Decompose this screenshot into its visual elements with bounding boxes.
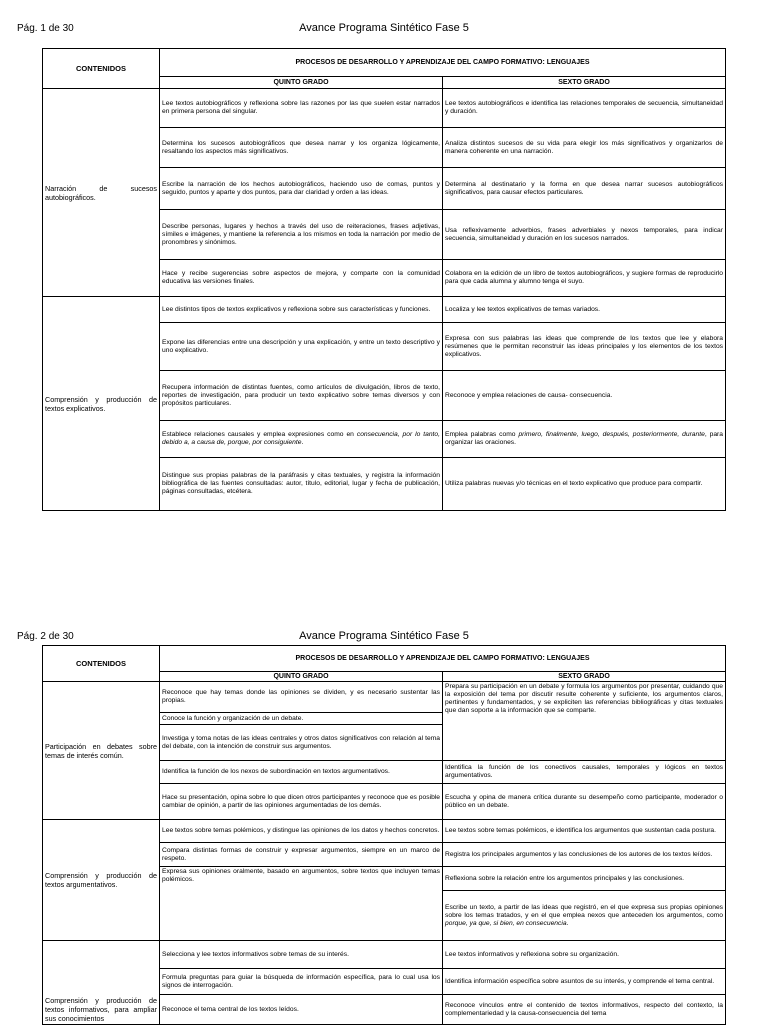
header-procesos: PROCESOS DE DESARROLLO Y APRENDIZAJE DEL CAMPO FORMATIVO: LENGUAJES: [160, 646, 726, 672]
sexto-cell: Colabora en la edición de un libro de textos autobiográficos, y sugiere formas de reproducirlo para que cada alumna y alumno tenga el suyo.: [443, 260, 726, 297]
sexto-cell: Escucha y opina de manera crítica durante su desempeño como participante, moderador o público en un debate.: [443, 784, 726, 820]
text-run: Establece relaciones causales y emplea expresiones como en: [162, 431, 357, 438]
sexto-cell: Usa reflexivamente adverbios, frases adverbiales y nexos temporales, para indicar secuencia, simultaneidad y duración en los sucesos narrados.: [443, 210, 726, 260]
content-table: [42, 645, 726, 1025]
content-cell: Participación en debates sobre temas de interés común.: [43, 682, 160, 820]
sexto-cell: Utiliza palabras nuevas y/o técnicas en el texto explicativo que produce para compartir.: [443, 458, 726, 511]
sexto-cell: Identifica la función de los conectivos causales, temporales y lógicos en textos argumentativos.: [443, 761, 726, 784]
quinto-cell: Distingue sus propias palabras de la paráfrasis y citas textuales, y registra la información bibliográfica de las fuentes consultadas: autor, título, editorial, lugar y fecha de publicación, páginas consultadas, etcétera.: [160, 458, 443, 511]
emphasis-text: consecuencia, por lo tanto, debido a, a causa de, porque, por consiguiente: [162, 431, 440, 446]
text-run: .: [566, 919, 569, 927]
sexto-cell: Localiza y lee textos explicativos de temas variados.: [443, 297, 726, 323]
page-title: Avance Programa Sintético Fase 5: [299, 22, 469, 34]
quinto-cell: Lee textos autobiográficos y reflexiona sobre las razones por las que suelen estar narrados en primera persona del singular.: [160, 89, 443, 128]
header-contenidos: CONTENIDOS: [43, 49, 160, 89]
sexto-cell: Reconoce y emplea relaciones de causa- consecuencia.: [443, 371, 726, 421]
sexto-cell: Determina al destinatario y la forma en que desea narrar sucesos autobiográficos significativos, para causar efectos particulares.: [443, 168, 726, 210]
quinto-cell: Investiga y toma notas de las ideas centrales y otros datos significativos con relación al tema del debate, con la intención de construir sus argumentos.: [160, 725, 443, 761]
content-cell: Comprensión y producción de textos argumentativos.: [43, 820, 160, 941]
quinto-cell: Hace y recibe sugerencias sobre aspectos de mejora, y comparte con la comunidad educativa las versiones finales.: [160, 260, 443, 297]
quinto-cell: Lee distintos tipos de textos explicativos y reflexiona sobre sus características y funciones.: [160, 297, 443, 323]
sexto-cell: Prepara su participación en un debate y formula los argumentos por presentar, cuidando que la exposición del tema por discutir resulte coherente y suficiente, los argumentos claros, pertinentes y fundamentados, y se expliciten las referencias bibliográficas y citas textuales que dan soporte a la información que se comparte.: [443, 682, 726, 761]
quinto-cell: Reconoce el tema central de los textos leídos.: [160, 995, 443, 1025]
sexto-cell: Reconoce vínculos entre el contenido de textos informativos, respecto del contexto, la complementariedad y la causa-consecuencia del tema: [443, 995, 726, 1025]
content-table: [42, 48, 726, 511]
header-quinto-grado: QUINTO GRADO: [160, 672, 443, 682]
content-cell: Narración de sucesos autobiográficos.: [43, 89, 160, 297]
quinto-cell: Reconoce que hay temas donde las opiniones se dividen, y es necesario sustentar las propias.: [160, 682, 443, 713]
quinto-cell: Recupera información de distintas fuentes, como artículos de divulgación, libros de texto, reportes de investigación, para producir un texto explicativo sobre temas diversos y con propósitos particulares.: [160, 371, 443, 421]
sexto-cell: Lee textos autobiográficos e identifica las relaciones temporales de secuencia, simultaneidad y duración.: [443, 89, 726, 128]
header-sexto-grado: SEXTO GRADO: [443, 77, 726, 89]
page-number: Pág. 2 de 30: [17, 631, 74, 642]
header-contenidos: CONTENIDOS: [43, 646, 160, 682]
header-procesos: PROCESOS DE DESARROLLO Y APRENDIZAJE DEL CAMPO FORMATIVO: LENGUAJES: [160, 49, 726, 77]
sexto-cell: [443, 891, 726, 941]
sexto-cell: Identifica información específica sobre asuntos de su interés, y comprende el tema central.: [443, 969, 726, 995]
quinto-cell: Hace su presentación, opina sobre lo que dicen otros participantes y reconoce que es posible cambiar de opinión, a partir de las opiniones argumentadas de los demás.: [160, 784, 443, 820]
emphasis-text: porque, ya que, si bien, en consecuencia: [445, 919, 567, 927]
sexto-cell: Lee textos informativos y reflexiona sobre su organización.: [443, 941, 726, 969]
page-title: Avance Programa Sintético Fase 5: [299, 630, 469, 642]
quinto-cell: Identifica la función de los nexos de subordinación en textos argumentativos.: [160, 761, 443, 784]
text-run: , para organizar las oraciones.: [445, 431, 723, 446]
quinto-cell: Formula preguntas para guiar la búsqueda de información específica, para lo cual usa los signos de interrogación.: [160, 969, 443, 995]
quinto-cell: Determina los sucesos autobiográficos que desea narrar y los organiza lógicamente, resaltando los aspectos más significativos.: [160, 128, 443, 168]
content-cell: Comprensión y producción de textos informativos, para ampliar sus conocimientos: [43, 941, 160, 1025]
header-sexto-grado: SEXTO GRADO: [443, 672, 726, 682]
content-cell: Comprensión y producción de textos explicativos.: [43, 297, 160, 511]
header-quinto-grado: QUINTO GRADO: [160, 77, 443, 89]
quinto-cell: Lee textos sobre temas polémicos, y distingue las opiniones de los datos y hechos concretos.: [160, 820, 443, 843]
sexto-cell: [443, 421, 726, 458]
quinto-cell: Expone las diferencias entre una descripción y una explicación, y entre un texto descriptivo y uno explicativo.: [160, 323, 443, 371]
quinto-cell: Conoce la función y organización de un debate.: [160, 713, 443, 725]
sexto-cell: Analiza distintos sucesos de su vida para elegir los más significativos y organizarlos de manera coherente en una narración.: [443, 128, 726, 168]
quinto-cell: Selecciona y lee textos informativos sobre temas de su interés.: [160, 941, 443, 969]
quinto-cell: Compara distintas formas de construir y expresar argumentos, siempre en un marco de respeto.: [160, 843, 443, 867]
sexto-cell: Reflexiona sobre la relación entre los argumentos principales y las conclusiones.: [443, 867, 726, 891]
quinto-cell: Expresa sus opiniones oralmente, basado en argumentos, sobre textos que incluyen temas polémicos.: [160, 867, 443, 941]
text-run: Emplea palabras como: [445, 431, 519, 438]
sexto-cell: Expresa con sus palabras las ideas que comprende de los textos que lee y elabora resúmenes que le permitan reconstruir las ideas principales y los elementos de los textos explicativos.: [443, 323, 726, 371]
page-number: Pág. 1 de 30: [17, 23, 74, 34]
sexto-cell: Lee textos sobre temas polémicos, e identifica los argumentos que sustentan cada postura.: [443, 820, 726, 843]
quinto-cell: [160, 421, 443, 458]
text-run: .: [301, 439, 304, 446]
text-run: Escribe un texto, a partir de las ideas que registró, en el que expresa sus propias opiniones sobre los temas tratados, y en el que emplea nexos que anteceden los argumentos, como: [445, 903, 724, 919]
quinto-cell: Describe personas, lugares y hechos a través del uso de reiteraciones, frases adjetivas, símiles e imágenes, y mantiene la referencia a los mismos en toda la narración por medio de pronombres y sinónimos.: [160, 210, 443, 260]
quinto-cell: Escribe la narración de los hechos autobiográficos, haciendo uso de comas, puntos y seguido, puntos y aparte y dos puntos, para dar claridad y orden a las ideas.: [160, 168, 443, 210]
sexto-cell: Registra los principales argumentos y las conclusiones de los autores de los textos leídos.: [443, 843, 726, 867]
emphasis-text: primero, finalmente, luego, después, posteriormente, durante: [518, 431, 705, 438]
